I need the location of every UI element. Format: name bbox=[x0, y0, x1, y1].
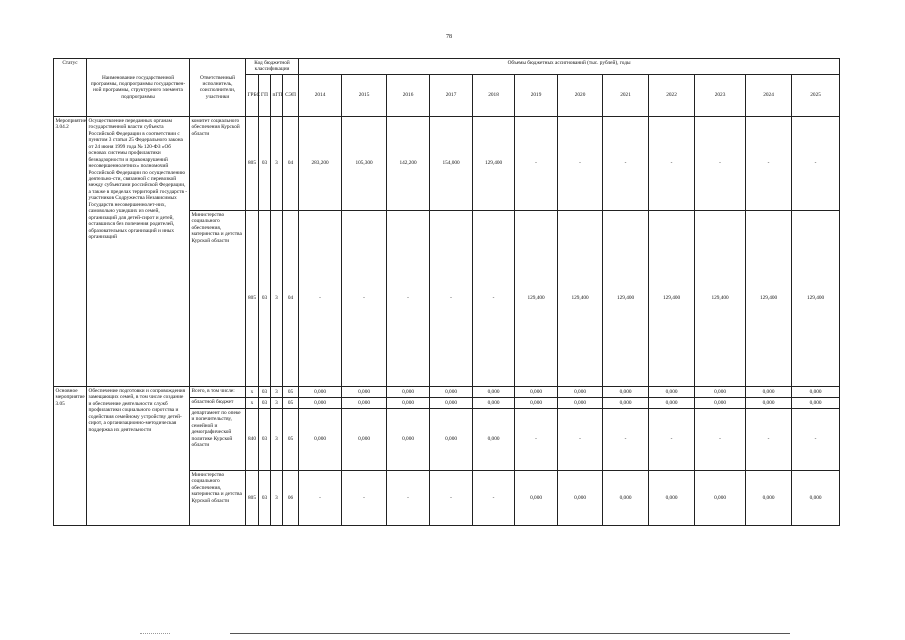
cell-value: 0,000 bbox=[342, 386, 387, 397]
cell-pgp: 3 bbox=[271, 470, 283, 525]
row-status: Основное мероприятие 3.05 bbox=[54, 386, 87, 525]
header-year: 2021 bbox=[603, 74, 649, 116]
cell-value: - bbox=[603, 116, 649, 210]
cell-value: 0,000 bbox=[746, 397, 792, 408]
cell-value: 129,400 bbox=[792, 210, 840, 386]
row-name: Осуществление переданных органам государственной власти субъекта Российской Федерации в соответствии с пунктом 3 статьи 25 Федерального закона от 24 июня 1999 года № 120-ФЗ «Об основах системы профилактики безнадзорности и правонарушений несовершеннолетних» полномочий Российской Федерации по осуществлению деятельно-сти, связанной с перевозкой между субъектами российской Федерации, а также в пределах территорий государств - участников Содружества Независимых Государств несовершеннолет-них, самовольно ушедших из семей, организаций для детей-сирот и детей, оставшихся без попечения родителей, образовательных организаций и иных организаций bbox=[87, 116, 190, 386]
cell-gp: 03 bbox=[259, 210, 271, 386]
cell-grbs: 805 bbox=[246, 210, 259, 386]
cell-value: 0,000 bbox=[558, 397, 603, 408]
header-year: 2025 bbox=[792, 74, 840, 116]
cell-gp: 03 bbox=[259, 386, 271, 397]
cell-value: 0,000 bbox=[746, 470, 792, 525]
header-year: 2020 bbox=[558, 74, 603, 116]
cell-value: 0,000 bbox=[342, 408, 387, 470]
cell-value: - bbox=[746, 116, 792, 210]
cell-value: - bbox=[649, 116, 695, 210]
cell-value: 0,000 bbox=[515, 397, 558, 408]
cell-value: 0,000 bbox=[649, 397, 695, 408]
cell-value: 0,000 bbox=[649, 470, 695, 525]
header-year: 2014 bbox=[299, 74, 342, 116]
cell-value: - bbox=[695, 408, 746, 470]
cell-value: 0,000 bbox=[695, 397, 746, 408]
row-responsible: Всего, в том числе: bbox=[190, 386, 246, 397]
cell-value: 0,000 bbox=[558, 386, 603, 397]
row-responsible: комитет социального обеспечения Курской области bbox=[190, 116, 246, 210]
header-status: Статус bbox=[54, 59, 87, 117]
header-year: 2015 bbox=[342, 74, 387, 116]
cell-value: - bbox=[558, 408, 603, 470]
cell-value: 0,000 bbox=[649, 386, 695, 397]
cell-value: - bbox=[473, 210, 515, 386]
header-year: 2018 bbox=[473, 74, 515, 116]
cell-sep: 05 bbox=[283, 397, 299, 408]
cell-value: 142,200 bbox=[387, 116, 430, 210]
cell-value: - bbox=[299, 210, 342, 386]
header-year: 2023 bbox=[695, 74, 746, 116]
cell-value: - bbox=[792, 408, 840, 470]
cell-value: 0,000 bbox=[387, 386, 430, 397]
header-year: 2017 bbox=[430, 74, 473, 116]
cell-value: - bbox=[342, 210, 387, 386]
cell-gp: 03 bbox=[259, 397, 271, 408]
cell-grbs: 840 bbox=[246, 408, 259, 470]
cell-gp: 03 bbox=[259, 116, 271, 210]
cell-grbs: 805 bbox=[246, 470, 259, 525]
cell-value: - bbox=[473, 470, 515, 525]
cell-value: 0,000 bbox=[299, 408, 342, 470]
scan-mark bbox=[140, 633, 170, 634]
header-sep: СЭП bbox=[283, 74, 299, 116]
cell-value: 129,400 bbox=[649, 210, 695, 386]
cell-value: - bbox=[387, 210, 430, 386]
row-responsible: Министерство социального обеспечения, материнства и детства Курской области bbox=[190, 470, 246, 525]
cell-value: 0,000 bbox=[746, 386, 792, 397]
row-responsible: Министерство социального обеспечения, материнства и детства Курской области bbox=[190, 210, 246, 386]
cell-value: 0,000 bbox=[792, 386, 840, 397]
row-status: Мероприятие 3.04.2 bbox=[54, 116, 87, 386]
cell-value: 0,000 bbox=[515, 386, 558, 397]
cell-value: 283,200 bbox=[299, 116, 342, 210]
cell-value: 0,000 bbox=[430, 386, 473, 397]
cell-value: - bbox=[299, 470, 342, 525]
cell-value: - bbox=[603, 408, 649, 470]
cell-grbs: х bbox=[246, 386, 259, 397]
cell-gp: 03 bbox=[259, 408, 271, 470]
row-name: Обеспечение подготовки и сопровождения замещающих семей, в том числе создание и обеспечение деятельности служб профилактики социального сиротства и содействия семейному устройству детей-сирот, а организационно-методическая поддержка их деятельности bbox=[87, 386, 190, 525]
cell-value: - bbox=[792, 116, 840, 210]
cell-value: 0,000 bbox=[792, 470, 840, 525]
cell-pgp: 3 bbox=[271, 116, 283, 210]
cell-value: 129,400 bbox=[515, 210, 558, 386]
cell-sep: 06 bbox=[283, 470, 299, 525]
cell-value: - bbox=[649, 408, 695, 470]
cell-value: 154,000 bbox=[430, 116, 473, 210]
header-volumes: Объемы бюджетных ассигнований (тыс. рублей), годы bbox=[299, 59, 840, 75]
header-pgp: пГП bbox=[271, 74, 283, 116]
cell-value: - bbox=[387, 470, 430, 525]
cell-value: - bbox=[515, 408, 558, 470]
cell-grbs: х bbox=[246, 397, 259, 408]
header-year: 2016 bbox=[387, 74, 430, 116]
cell-value: 0,000 bbox=[603, 397, 649, 408]
cell-value: 0,000 bbox=[515, 470, 558, 525]
table-row bbox=[54, 386, 840, 397]
cell-value: 129,400 bbox=[473, 116, 515, 210]
header-budget-code: Код бюджетной классификации bbox=[246, 59, 299, 75]
cell-sep: 04 bbox=[283, 210, 299, 386]
table-row bbox=[54, 116, 840, 210]
cell-value: 0,000 bbox=[695, 470, 746, 525]
page-number: 78 bbox=[446, 34, 452, 40]
cell-value: - bbox=[746, 408, 792, 470]
cell-value: 0,000 bbox=[603, 470, 649, 525]
cell-value: 0,000 bbox=[299, 397, 342, 408]
cell-value: - bbox=[695, 116, 746, 210]
cell-value: 129,400 bbox=[746, 210, 792, 386]
header-name: Наименование государственной программы, подпрограммы государствен-ной программы, структурного элемента подпрограммы bbox=[87, 59, 190, 117]
header-gp: ГП bbox=[259, 74, 271, 116]
cell-value: - bbox=[430, 210, 473, 386]
header-row-1 bbox=[54, 59, 840, 75]
header-year: 2019 bbox=[515, 74, 558, 116]
cell-value: 129,400 bbox=[558, 210, 603, 386]
cell-sep: 05 bbox=[283, 408, 299, 470]
cell-value: 0,000 bbox=[792, 397, 840, 408]
budget-table bbox=[53, 58, 840, 526]
cell-value: 0,000 bbox=[558, 470, 603, 525]
cell-gp: 03 bbox=[259, 470, 271, 525]
cell-value: 0,000 bbox=[430, 397, 473, 408]
header-responsible: Ответственный исполнитель, соисполнители, участники bbox=[190, 59, 246, 117]
cell-value: 129,400 bbox=[695, 210, 746, 386]
cell-value: 0,000 bbox=[299, 386, 342, 397]
header-year: 2024 bbox=[746, 74, 792, 116]
cell-value: 0,000 bbox=[387, 408, 430, 470]
cell-value: 0,000 bbox=[603, 386, 649, 397]
cell-value: - bbox=[342, 470, 387, 525]
header-grbs: ГРБС bbox=[246, 74, 259, 116]
cell-value: 0,000 bbox=[430, 408, 473, 470]
cell-value: 0,000 bbox=[695, 386, 746, 397]
row-responsible: областной бюджет bbox=[190, 397, 246, 408]
cell-value: 0,000 bbox=[387, 397, 430, 408]
cell-pgp: 3 bbox=[271, 397, 283, 408]
cell-value: 0,000 bbox=[473, 408, 515, 470]
cell-sep: 05 bbox=[283, 386, 299, 397]
cell-value: 129,400 bbox=[603, 210, 649, 386]
page-bottom-rule bbox=[230, 633, 790, 634]
cell-pgp: 3 bbox=[271, 408, 283, 470]
header-year: 2022 bbox=[649, 74, 695, 116]
cell-value: 0,000 bbox=[342, 397, 387, 408]
cell-value: 0,000 bbox=[473, 386, 515, 397]
cell-sep: 04 bbox=[283, 116, 299, 210]
cell-value: 105,300 bbox=[342, 116, 387, 210]
cell-grbs: 805 bbox=[246, 116, 259, 210]
cell-value: - bbox=[515, 116, 558, 210]
cell-pgp: 3 bbox=[271, 386, 283, 397]
cell-value: 0,000 bbox=[473, 397, 515, 408]
row-responsible: департамент по опеке и попечительству, семейной и демографической политике Курской области bbox=[190, 408, 246, 470]
cell-value: - bbox=[558, 116, 603, 210]
cell-pgp: 3 bbox=[271, 210, 283, 386]
cell-value: - bbox=[430, 470, 473, 525]
